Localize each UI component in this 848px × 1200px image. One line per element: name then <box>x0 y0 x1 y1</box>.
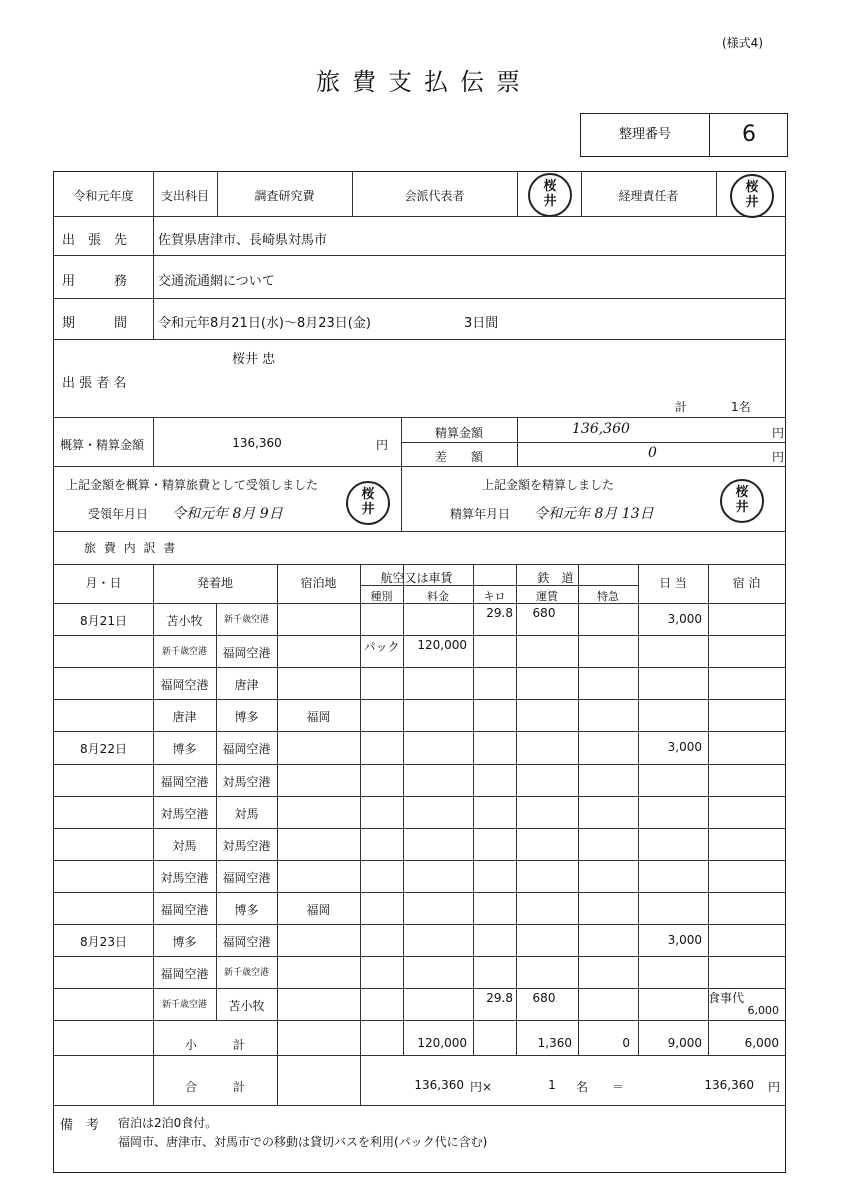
rule <box>153 216 154 339</box>
total-mult: 円× <box>470 1080 493 1094</box>
traveler-name: 桜井 忠 <box>232 352 276 367</box>
seal-char: 桜 <box>735 485 749 500</box>
subtotal-daily: 9,000 <box>667 1036 702 1050</box>
subtotal-exp: 0 <box>622 1036 630 1050</box>
page-title: 旅費支払伝票 <box>316 68 532 96</box>
rule <box>54 216 785 217</box>
th-air-type: 種別 <box>370 590 393 603</box>
row-to: 新千歳空港 <box>223 615 269 625</box>
row-stay: 福岡 <box>306 710 331 725</box>
row-lodging-note: 食事代 <box>708 991 745 1006</box>
sagaku-value: 0 <box>648 445 657 461</box>
row-from: 福岡空港 <box>160 967 209 982</box>
rule <box>153 564 154 1020</box>
row-to: 博多 <box>234 902 259 917</box>
seiri-value: 6 <box>742 122 756 147</box>
gaisan-label: 概算・精算金額 <box>60 438 145 452</box>
receipt-left-seal <box>346 481 390 525</box>
breakdown-title: 旅 費 内 訳 書 <box>84 541 178 555</box>
row-date: 8月22日 <box>80 742 127 757</box>
period-label: 期 間 <box>62 316 128 331</box>
rule <box>54 564 785 565</box>
rule <box>716 172 717 216</box>
rule <box>54 892 785 893</box>
rule <box>54 796 785 797</box>
rule <box>54 860 785 861</box>
rule <box>360 564 361 1020</box>
row-from: 福岡空港 <box>160 678 209 693</box>
th-rail-fare: 運賃 <box>536 590 558 603</box>
row-to: 福岡空港 <box>222 646 271 661</box>
seiri-label: 整理番号 <box>581 114 710 156</box>
rule <box>54 635 785 636</box>
row-daily: 3,000 <box>667 740 702 755</box>
row-date: 8月21日 <box>80 614 127 628</box>
rule <box>54 764 785 765</box>
receipt-left-date: 令和元年 8月 9日 <box>172 506 283 522</box>
count-value: 1名 <box>731 400 751 414</box>
rule <box>54 699 785 700</box>
total-equals: ＝ <box>612 1080 625 1094</box>
purpose-label: 用 務 <box>62 274 128 289</box>
form-frame <box>53 171 786 1173</box>
fiscal-year: 令和元年度 <box>73 189 134 203</box>
th-rail: 鉄 道 <box>537 571 574 585</box>
kaiha-label: 会派代表者 <box>404 189 465 203</box>
row-daily: 3,000 <box>667 933 702 947</box>
row-to: 福岡空港 <box>222 742 271 757</box>
rule <box>54 255 785 256</box>
row-from: 対馬空港 <box>160 806 209 821</box>
th-route: 発着地 <box>196 576 233 590</box>
row-stay: 福岡 <box>306 902 331 917</box>
seisan-label: 精算金額 <box>434 426 483 440</box>
rule <box>516 564 517 1020</box>
receipt-left-date-label: 受領年月日 <box>88 507 149 521</box>
seal-char: 井 <box>735 500 749 515</box>
keiri-label: 経理責任者 <box>618 189 679 203</box>
shishutsu-label: 支出科目 <box>160 189 209 203</box>
rule <box>54 667 785 668</box>
th-date: 月・日 <box>85 576 122 590</box>
row-air-fee: 120,000 <box>417 638 467 653</box>
th-rail-express: 特急 <box>597 590 619 603</box>
receipt-right-date: 令和元年 8月 13日 <box>534 506 654 522</box>
row-rail-fare: 680 <box>532 991 556 1006</box>
rule <box>54 1055 785 1056</box>
seiri-box <box>580 113 788 157</box>
rule <box>54 603 785 604</box>
row-from: 福岡空港 <box>160 902 209 917</box>
row-from: 対馬 <box>172 838 197 853</box>
remarks-line1: 宿泊は2泊0食付。 <box>118 1116 218 1130</box>
total-result: 136,360 <box>704 1078 754 1092</box>
dest-value: 佐賀県唐津市、長崎県対馬市 <box>158 233 328 248</box>
remarks-label: 備 考 <box>60 1118 100 1133</box>
subtotal-label: 小 計 <box>184 1038 245 1052</box>
seal-char: 桜 <box>745 180 759 195</box>
row-from: 新千歳空港 <box>161 1000 207 1011</box>
period-value: 令和元年8月21日(水)～8月23日(金) <box>158 316 371 331</box>
row-from: 福岡空港 <box>160 774 209 789</box>
seisan-unit: 円 <box>772 426 785 440</box>
seal-char: 井 <box>543 194 557 209</box>
th-rail-km: キロ <box>483 590 506 603</box>
row-to: 福岡空港 <box>222 870 271 885</box>
th-stay: 宿泊地 <box>300 576 337 590</box>
subtotal-lodging: 6,000 <box>744 1036 779 1050</box>
rule <box>578 564 579 1020</box>
traveler-label: 出 張 者 名 <box>62 376 127 391</box>
row-air-type: パック <box>363 640 400 655</box>
rule <box>54 298 785 299</box>
row-to: 福岡空港 <box>222 935 271 949</box>
form-number: (様式4) <box>722 36 763 50</box>
total-people-unit: 名 <box>576 1080 589 1094</box>
rule <box>517 172 518 216</box>
sagaku-label: 差 額 <box>434 450 483 464</box>
seisan-value: 136,360 <box>572 421 630 437</box>
row-from: 新千歳空港 <box>161 647 207 658</box>
count-label: 計 <box>675 400 688 414</box>
row-to: 対馬空港 <box>222 838 271 853</box>
total-people: 1 <box>548 1078 556 1092</box>
total-label: 合 計 <box>184 1080 245 1094</box>
row-to: 対馬 <box>234 806 259 821</box>
rule <box>54 1105 785 1106</box>
kaiha-seal <box>528 173 572 217</box>
rule <box>54 828 785 829</box>
receipt-right-seal <box>720 479 764 523</box>
dest-label: 出 張 先 <box>62 233 128 248</box>
th-daily: 日 当 <box>659 576 687 590</box>
total-amount: 136,360 <box>414 1078 464 1092</box>
remarks-line2: 福岡市、唐津市、対馬市での移動は貸切バスを利用(パック代に含む) <box>118 1135 488 1149</box>
purpose-value: 交通流通網について <box>158 274 275 289</box>
period-days: 3日間 <box>464 316 499 331</box>
keiri-seal <box>730 174 774 218</box>
row-from: 対馬空港 <box>160 870 209 885</box>
row-from: 唐津 <box>172 710 197 725</box>
rule <box>153 417 154 466</box>
rule <box>360 1055 361 1105</box>
total-result-unit: 円 <box>768 1080 781 1094</box>
gaisan-unit: 円 <box>376 438 389 452</box>
rule <box>360 1020 361 1055</box>
rule <box>401 466 402 531</box>
rule <box>638 564 639 1020</box>
row-from: 博多 <box>172 935 197 949</box>
rule <box>403 564 404 1020</box>
rule <box>54 731 785 732</box>
seal-char: 井 <box>361 502 375 517</box>
receipt-left-text: 上記金額を概算・精算旅費として受領しました <box>66 478 319 492</box>
row-rail-fare: 680 <box>532 606 556 620</box>
subtotal-fare: 1,360 <box>537 1036 572 1050</box>
th-lodging: 宿 泊 <box>732 576 761 590</box>
rule <box>54 1020 785 1021</box>
row-rail-km: 29.8 <box>486 991 513 1006</box>
row-from: 博多 <box>172 742 197 757</box>
th-air: 航空又は車賃 <box>380 571 453 585</box>
rule <box>54 956 785 957</box>
rule <box>473 1020 474 1055</box>
rule <box>54 466 785 467</box>
row-to: 苫小牧 <box>228 999 265 1014</box>
rule <box>708 564 709 1020</box>
rule <box>54 339 785 340</box>
row-daily: 3,000 <box>667 612 702 626</box>
rule <box>54 924 785 925</box>
rule <box>54 531 785 532</box>
subtotal-fee: 120,000 <box>417 1036 467 1050</box>
rule <box>277 1020 278 1055</box>
row-to: 博多 <box>234 710 259 725</box>
rule <box>277 564 278 1020</box>
rule <box>54 988 785 989</box>
th-air-fee: 料金 <box>427 590 449 603</box>
sagaku-unit: 円 <box>772 450 785 464</box>
gaisan-value: 136,360 <box>232 436 282 450</box>
seal-char: 桜 <box>361 487 375 502</box>
receipt-right-date-label: 精算年月日 <box>450 507 511 521</box>
row-lodging: 6,000 <box>747 1004 779 1018</box>
row-to: 新千歳空港 <box>223 968 269 979</box>
rule <box>54 417 785 418</box>
row-to: 唐津 <box>234 678 259 693</box>
rule <box>401 442 785 443</box>
shishutsu-value: 調査研究費 <box>254 189 315 203</box>
seal-char: 桜 <box>543 179 557 194</box>
rule <box>473 564 474 1020</box>
rule <box>517 417 518 466</box>
rule <box>360 585 638 586</box>
row-to: 対馬空港 <box>222 774 271 789</box>
rule <box>277 1055 278 1105</box>
row-from: 苫小牧 <box>166 614 203 628</box>
row-date: 8月23日 <box>80 935 127 949</box>
receipt-right-text: 上記金額を精算しました <box>482 478 615 492</box>
seal-char: 井 <box>745 195 759 210</box>
row-rail-km: 29.8 <box>486 606 513 620</box>
